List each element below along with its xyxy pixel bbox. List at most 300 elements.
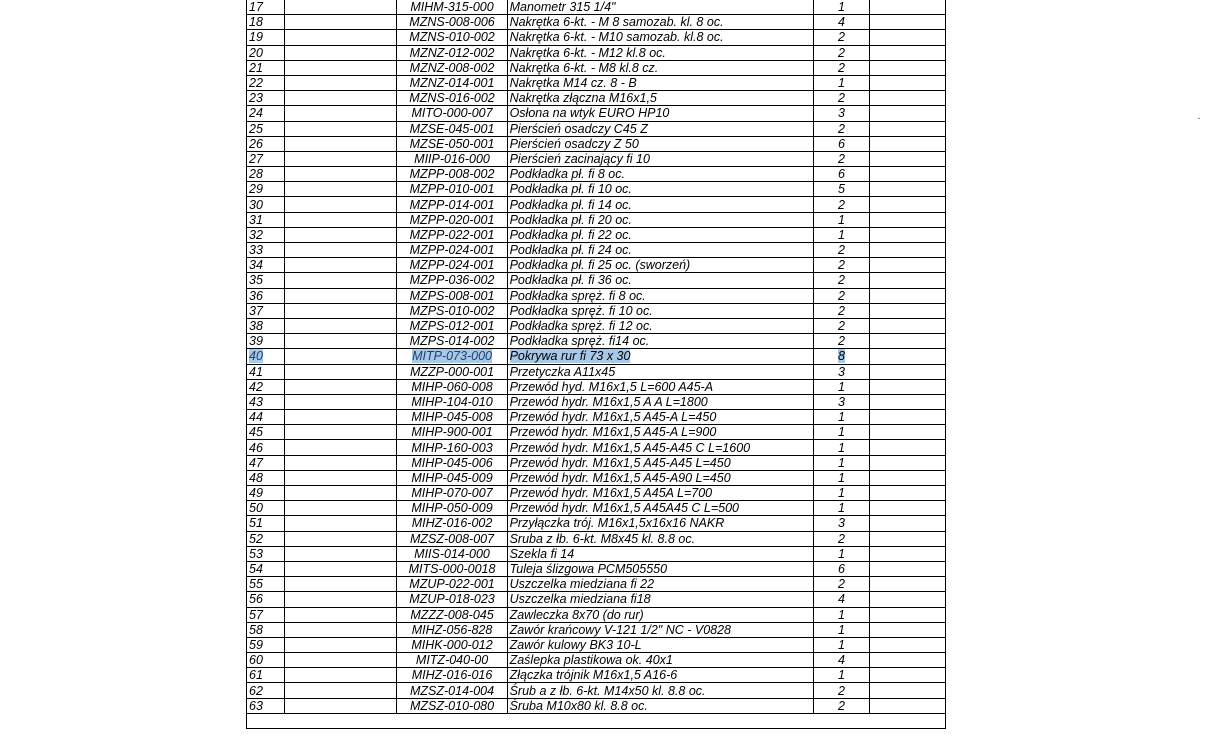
part-name-cell[interactable] — [507, 75, 813, 90]
quantity-cell[interactable] — [813, 546, 870, 561]
table-row[interactable] — [247, 470, 945, 485]
table-row[interactable] — [247, 379, 945, 394]
part-code-cell[interactable] — [397, 75, 507, 90]
notes-cell[interactable] — [870, 258, 945, 273]
row-number-cell[interactable] — [247, 273, 285, 288]
part-name-cell[interactable] — [507, 45, 813, 60]
table-row[interactable] — [247, 15, 945, 30]
table-row[interactable] — [247, 637, 945, 652]
row-number-cell[interactable] — [247, 379, 285, 394]
table-row[interactable] — [247, 45, 945, 60]
table-row[interactable] — [247, 0, 945, 15]
part-name-cell[interactable] — [507, 577, 813, 592]
row-number-cell[interactable] — [247, 91, 285, 106]
quantity-cell[interactable] — [813, 607, 870, 622]
part-code-cell[interactable] — [397, 30, 507, 45]
row-number-cell[interactable] — [247, 0, 285, 15]
quantity-cell[interactable] — [813, 182, 870, 197]
notes-cell[interactable] — [870, 425, 945, 440]
table-row[interactable] — [247, 394, 945, 409]
table-row[interactable] — [247, 136, 945, 151]
quantity-cell[interactable] — [813, 45, 870, 60]
table-row[interactable] — [247, 349, 945, 364]
part-code-cell[interactable] — [397, 364, 507, 379]
index-cell[interactable] — [285, 151, 397, 166]
part-code-cell[interactable] — [397, 91, 507, 106]
index-cell[interactable] — [285, 303, 397, 318]
row-number-cell[interactable] — [247, 212, 285, 227]
quantity-cell[interactable] — [813, 303, 870, 318]
index-cell[interactable] — [285, 455, 397, 470]
part-name-cell[interactable] — [507, 258, 813, 273]
part-code-cell[interactable] — [397, 440, 507, 455]
part-code-cell[interactable] — [397, 288, 507, 303]
index-cell[interactable] — [285, 273, 397, 288]
part-code-cell[interactable] — [397, 212, 507, 227]
part-name-cell[interactable] — [507, 531, 813, 546]
part-code-cell[interactable] — [397, 45, 507, 60]
part-name-cell[interactable] — [507, 60, 813, 75]
part-name-cell[interactable] — [507, 106, 813, 121]
row-number-cell[interactable] — [247, 470, 285, 485]
notes-cell[interactable] — [870, 577, 945, 592]
part-code-cell[interactable] — [397, 577, 507, 592]
notes-cell[interactable] — [870, 607, 945, 622]
part-name-cell[interactable] — [507, 364, 813, 379]
quantity-cell[interactable] — [813, 440, 870, 455]
part-name-cell[interactable] — [507, 15, 813, 30]
quantity-cell[interactable] — [813, 258, 870, 273]
index-cell[interactable] — [285, 227, 397, 242]
table-row[interactable] — [247, 243, 945, 258]
part-code-cell[interactable] — [397, 546, 507, 561]
notes-cell[interactable] — [870, 698, 945, 713]
part-name-cell[interactable] — [507, 394, 813, 409]
index-cell[interactable] — [285, 167, 397, 182]
part-code-cell[interactable] — [397, 273, 507, 288]
table-row[interactable] — [247, 318, 945, 333]
notes-cell[interactable] — [870, 501, 945, 516]
notes-cell[interactable] — [870, 516, 945, 531]
row-number-cell[interactable] — [247, 425, 285, 440]
quantity-cell[interactable] — [813, 121, 870, 136]
quantity-cell[interactable] — [813, 243, 870, 258]
notes-cell[interactable] — [870, 243, 945, 258]
quantity-cell[interactable] — [813, 455, 870, 470]
part-name-cell[interactable] — [507, 30, 813, 45]
quantity-cell[interactable] — [813, 410, 870, 425]
quantity-cell[interactable] — [813, 561, 870, 576]
quantity-cell[interactable] — [813, 273, 870, 288]
part-code-cell[interactable] — [397, 60, 507, 75]
part-code-cell[interactable] — [397, 470, 507, 485]
row-number-cell[interactable] — [247, 30, 285, 45]
table-row[interactable] — [247, 440, 945, 455]
part-name-cell[interactable] — [507, 212, 813, 227]
index-cell[interactable] — [285, 501, 397, 516]
part-name-cell[interactable] — [507, 379, 813, 394]
table-row[interactable] — [247, 167, 945, 182]
part-name-cell[interactable] — [507, 273, 813, 288]
index-cell[interactable] — [285, 258, 397, 273]
table-row[interactable] — [247, 258, 945, 273]
quantity-cell[interactable] — [813, 501, 870, 516]
table-row[interactable] — [247, 546, 945, 561]
quantity-cell[interactable] — [813, 622, 870, 637]
part-code-cell[interactable] — [397, 197, 507, 212]
row-number-cell[interactable] — [247, 683, 285, 698]
part-name-cell[interactable] — [507, 470, 813, 485]
notes-cell[interactable] — [870, 470, 945, 485]
part-code-cell[interactable] — [397, 182, 507, 197]
row-number-cell[interactable] — [247, 167, 285, 182]
index-cell[interactable] — [285, 0, 397, 15]
part-name-cell[interactable] — [507, 0, 813, 15]
table-row[interactable] — [247, 410, 945, 425]
notes-cell[interactable] — [870, 622, 945, 637]
part-name-cell[interactable] — [507, 167, 813, 182]
table-row[interactable] — [247, 501, 945, 516]
row-number-cell[interactable] — [247, 546, 285, 561]
part-name-cell[interactable] — [507, 561, 813, 576]
row-number-cell[interactable] — [247, 60, 285, 75]
part-name-cell[interactable] — [507, 182, 813, 197]
row-number-cell[interactable] — [247, 364, 285, 379]
part-name-cell[interactable] — [507, 592, 813, 607]
part-code-cell[interactable] — [397, 15, 507, 30]
table-row[interactable] — [247, 698, 945, 713]
notes-cell[interactable] — [870, 273, 945, 288]
part-name-cell[interactable] — [507, 303, 813, 318]
quantity-cell[interactable] — [813, 668, 870, 683]
part-name-cell[interactable] — [507, 318, 813, 333]
part-name-cell[interactable] — [507, 410, 813, 425]
index-cell[interactable] — [285, 106, 397, 121]
table-row[interactable] — [247, 364, 945, 379]
notes-cell[interactable] — [870, 683, 945, 698]
notes-cell[interactable] — [870, 60, 945, 75]
table-row[interactable] — [247, 30, 945, 45]
index-cell[interactable] — [285, 546, 397, 561]
index-cell[interactable] — [285, 60, 397, 75]
notes-cell[interactable] — [870, 653, 945, 668]
table-row[interactable] — [247, 592, 945, 607]
part-code-cell[interactable] — [397, 151, 507, 166]
row-number-cell[interactable] — [247, 410, 285, 425]
index-cell[interactable] — [285, 75, 397, 90]
row-number-cell[interactable] — [247, 121, 285, 136]
index-cell[interactable] — [285, 698, 397, 713]
quantity-cell[interactable] — [813, 470, 870, 485]
quantity-cell[interactable] — [813, 227, 870, 242]
quantity-cell[interactable] — [813, 288, 870, 303]
row-number-cell[interactable] — [247, 318, 285, 333]
row-number-cell[interactable] — [247, 288, 285, 303]
part-name-cell[interactable] — [507, 440, 813, 455]
part-code-cell[interactable] — [397, 318, 507, 333]
row-number-cell[interactable] — [247, 501, 285, 516]
part-code-cell[interactable] — [397, 394, 507, 409]
part-code-cell[interactable] — [397, 303, 507, 318]
quantity-cell[interactable] — [813, 486, 870, 501]
quantity-cell[interactable] — [813, 60, 870, 75]
quantity-cell[interactable] — [813, 364, 870, 379]
row-number-cell[interactable] — [247, 258, 285, 273]
notes-cell[interactable] — [870, 318, 945, 333]
table-row[interactable] — [247, 303, 945, 318]
index-cell[interactable] — [285, 30, 397, 45]
quantity-cell[interactable] — [813, 75, 870, 90]
notes-cell[interactable] — [870, 379, 945, 394]
row-number-cell[interactable] — [247, 440, 285, 455]
part-code-cell[interactable] — [397, 258, 507, 273]
index-cell[interactable] — [285, 334, 397, 349]
notes-cell[interactable] — [870, 561, 945, 576]
part-code-cell[interactable] — [397, 607, 507, 622]
part-name-cell[interactable] — [507, 516, 813, 531]
index-cell[interactable] — [285, 212, 397, 227]
notes-cell[interactable] — [870, 394, 945, 409]
index-cell[interactable] — [285, 637, 397, 652]
quantity-cell[interactable] — [813, 197, 870, 212]
quantity-cell[interactable] — [813, 349, 870, 364]
index-cell[interactable] — [285, 288, 397, 303]
index-cell[interactable] — [285, 668, 397, 683]
row-number-cell[interactable] — [247, 106, 285, 121]
index-cell[interactable] — [285, 531, 397, 546]
part-code-cell[interactable] — [397, 349, 507, 364]
row-number-cell[interactable] — [247, 15, 285, 30]
table-row[interactable] — [247, 273, 945, 288]
part-name-cell[interactable] — [507, 121, 813, 136]
part-code-cell[interactable] — [397, 227, 507, 242]
quantity-cell[interactable] — [813, 167, 870, 182]
part-name-cell[interactable] — [507, 455, 813, 470]
part-code-cell[interactable] — [397, 379, 507, 394]
row-number-cell[interactable] — [247, 531, 285, 546]
row-number-cell[interactable] — [247, 45, 285, 60]
table-row[interactable] — [247, 151, 945, 166]
part-name-cell[interactable] — [507, 653, 813, 668]
quantity-cell[interactable] — [813, 516, 870, 531]
notes-cell[interactable] — [870, 75, 945, 90]
row-number-cell[interactable] — [247, 227, 285, 242]
notes-cell[interactable] — [870, 637, 945, 652]
part-code-cell[interactable] — [397, 561, 507, 576]
index-cell[interactable] — [285, 15, 397, 30]
row-number-cell[interactable] — [247, 607, 285, 622]
index-cell[interactable] — [285, 136, 397, 151]
notes-cell[interactable] — [870, 106, 945, 121]
notes-cell[interactable] — [870, 212, 945, 227]
table-row[interactable] — [247, 334, 945, 349]
notes-cell[interactable] — [870, 440, 945, 455]
index-cell[interactable] — [285, 410, 397, 425]
part-name-cell[interactable] — [507, 683, 813, 698]
row-number-cell[interactable] — [247, 349, 285, 364]
table-row[interactable] — [247, 75, 945, 90]
table-row[interactable] — [247, 288, 945, 303]
part-name-cell[interactable] — [507, 136, 813, 151]
table-row[interactable] — [247, 607, 945, 622]
part-code-cell[interactable] — [397, 592, 507, 607]
notes-cell[interactable] — [870, 136, 945, 151]
index-cell[interactable] — [285, 486, 397, 501]
part-code-cell[interactable] — [397, 516, 507, 531]
part-name-cell[interactable] — [507, 622, 813, 637]
part-code-cell[interactable] — [397, 455, 507, 470]
part-name-cell[interactable] — [507, 698, 813, 713]
quantity-cell[interactable] — [813, 577, 870, 592]
notes-cell[interactable] — [870, 197, 945, 212]
index-cell[interactable] — [285, 592, 397, 607]
quantity-cell[interactable] — [813, 592, 870, 607]
notes-cell[interactable] — [870, 91, 945, 106]
row-number-cell[interactable] — [247, 151, 285, 166]
notes-cell[interactable] — [870, 121, 945, 136]
part-name-cell[interactable] — [507, 607, 813, 622]
index-cell[interactable] — [285, 561, 397, 576]
index-cell[interactable] — [285, 121, 397, 136]
part-code-cell[interactable] — [397, 410, 507, 425]
quantity-cell[interactable] — [813, 91, 870, 106]
quantity-cell[interactable] — [813, 151, 870, 166]
table-row[interactable] — [247, 516, 945, 531]
notes-cell[interactable] — [870, 349, 945, 364]
index-cell[interactable] — [285, 318, 397, 333]
row-number-cell[interactable] — [247, 637, 285, 652]
part-code-cell[interactable] — [397, 0, 507, 15]
index-cell[interactable] — [285, 349, 397, 364]
notes-cell[interactable] — [870, 668, 945, 683]
quantity-cell[interactable] — [813, 637, 870, 652]
part-name-cell[interactable] — [507, 546, 813, 561]
part-name-cell[interactable] — [507, 501, 813, 516]
index-cell[interactable] — [285, 683, 397, 698]
notes-cell[interactable] — [870, 151, 945, 166]
quantity-cell[interactable] — [813, 212, 870, 227]
part-name-cell[interactable] — [507, 425, 813, 440]
part-name-cell[interactable] — [507, 91, 813, 106]
row-number-cell[interactable] — [247, 455, 285, 470]
notes-cell[interactable] — [870, 288, 945, 303]
quantity-cell[interactable] — [813, 15, 870, 30]
row-number-cell[interactable] — [247, 182, 285, 197]
part-code-cell[interactable] — [397, 637, 507, 652]
quantity-cell[interactable] — [813, 136, 870, 151]
index-cell[interactable] — [285, 45, 397, 60]
quantity-cell[interactable] — [813, 394, 870, 409]
index-cell[interactable] — [285, 243, 397, 258]
part-code-cell[interactable] — [397, 121, 507, 136]
part-code-cell[interactable] — [397, 653, 507, 668]
table-row[interactable] — [247, 486, 945, 501]
part-code-cell[interactable] — [397, 334, 507, 349]
quantity-cell[interactable] — [813, 30, 870, 45]
part-code-cell[interactable] — [397, 106, 507, 121]
quantity-cell[interactable] — [813, 379, 870, 394]
notes-cell[interactable] — [870, 30, 945, 45]
row-number-cell[interactable] — [247, 622, 285, 637]
quantity-cell[interactable] — [813, 425, 870, 440]
index-cell[interactable] — [285, 607, 397, 622]
notes-cell[interactable] — [870, 0, 945, 15]
table-row[interactable] — [247, 121, 945, 136]
notes-cell[interactable] — [870, 364, 945, 379]
index-cell[interactable] — [285, 197, 397, 212]
part-name-cell[interactable] — [507, 349, 813, 364]
part-code-cell[interactable] — [397, 698, 507, 713]
notes-cell[interactable] — [870, 15, 945, 30]
notes-cell[interactable] — [870, 531, 945, 546]
row-number-cell[interactable] — [247, 592, 285, 607]
part-code-cell[interactable] — [397, 668, 507, 683]
table-row[interactable] — [247, 561, 945, 576]
part-name-cell[interactable] — [507, 227, 813, 242]
part-code-cell[interactable] — [397, 501, 507, 516]
index-cell[interactable] — [285, 394, 397, 409]
part-code-cell[interactable] — [397, 136, 507, 151]
row-number-cell[interactable] — [247, 197, 285, 212]
part-code-cell[interactable] — [397, 683, 507, 698]
notes-cell[interactable] — [870, 45, 945, 60]
table-row[interactable] — [247, 668, 945, 683]
index-cell[interactable] — [285, 91, 397, 106]
row-number-cell[interactable] — [247, 75, 285, 90]
index-cell[interactable] — [285, 622, 397, 637]
index-cell[interactable] — [285, 516, 397, 531]
table-row[interactable] — [247, 227, 945, 242]
part-code-cell[interactable] — [397, 243, 507, 258]
table-row[interactable] — [247, 182, 945, 197]
row-number-cell[interactable] — [247, 577, 285, 592]
index-cell[interactable] — [285, 425, 397, 440]
table-row[interactable] — [247, 683, 945, 698]
part-name-cell[interactable] — [507, 151, 813, 166]
notes-cell[interactable] — [870, 167, 945, 182]
part-name-cell[interactable] — [507, 668, 813, 683]
table-row[interactable] — [247, 197, 945, 212]
table-row[interactable] — [247, 425, 945, 440]
index-cell[interactable] — [285, 364, 397, 379]
index-cell[interactable] — [285, 182, 397, 197]
table-row[interactable] — [247, 60, 945, 75]
part-name-cell[interactable] — [507, 197, 813, 212]
quantity-cell[interactable] — [813, 334, 870, 349]
row-number-cell[interactable] — [247, 243, 285, 258]
table-row[interactable] — [247, 106, 945, 121]
table-row[interactable] — [247, 91, 945, 106]
row-number-cell[interactable] — [247, 516, 285, 531]
notes-cell[interactable] — [870, 182, 945, 197]
table-row[interactable] — [247, 653, 945, 668]
quantity-cell[interactable] — [813, 683, 870, 698]
notes-cell[interactable] — [870, 410, 945, 425]
part-name-cell[interactable] — [507, 288, 813, 303]
row-number-cell[interactable] — [247, 136, 285, 151]
part-name-cell[interactable] — [507, 486, 813, 501]
table-row[interactable] — [247, 577, 945, 592]
quantity-cell[interactable] — [813, 0, 870, 15]
table-row[interactable] — [247, 531, 945, 546]
part-name-cell[interactable] — [507, 334, 813, 349]
notes-cell[interactable] — [870, 334, 945, 349]
quantity-cell[interactable] — [813, 106, 870, 121]
notes-cell[interactable] — [870, 227, 945, 242]
row-number-cell[interactable] — [247, 653, 285, 668]
part-name-cell[interactable] — [507, 243, 813, 258]
row-number-cell[interactable] — [247, 668, 285, 683]
